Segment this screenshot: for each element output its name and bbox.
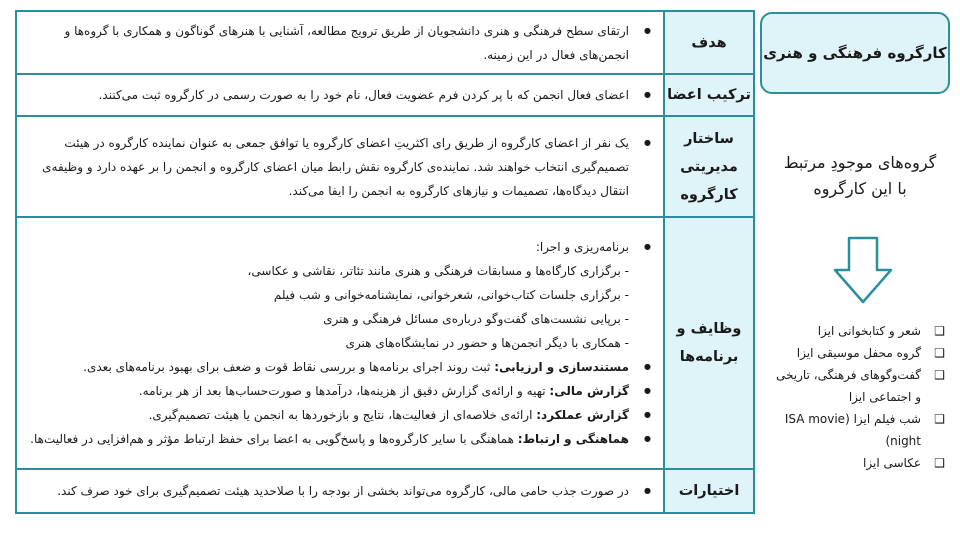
financial-report-text: تهیه و ارائه‌ی گزارش دقیق از هزینه‌ها، درآمدها و صورت‌حساب‌ها بعد از هر برنامه.: [138, 384, 546, 398]
row-duties-label: وظایف و برنامه‌ها: [664, 217, 754, 469]
financial-report-title: گزارش مالی:: [549, 384, 629, 398]
authority-text: ● در صورت جذب حامی مالی، کارگروه می‌تواند بخشی از بودجه را با صلاحدید هیئت تصمیم‌گیری برای خود صرف کند.: [27, 479, 629, 503]
members-text: ● اعضای فعال انجمن که با پر کردن فرم عضویت فعال، نام خود را به صورت رسمی در کارگروه ثبت می‌کنند.: [27, 83, 629, 107]
row-authority-label: اختیارات: [664, 469, 754, 513]
goal-text: ● ارتقای سطح فرهنگی و هنری دانشجویان از طریق ترویج مطالعه، آشنایی با هنرهای گوناگون و همکاری با گروه‌ها و انجمن‌های فعال در این زمینه.: [27, 19, 629, 67]
group-item-dialogues: ❑ گفت‌وگوهای فرهنگی، تاریخی و اجتماعی ایزا: [775, 364, 921, 408]
row-authority: [16, 469, 754, 513]
row-management-label: ساختار مدیریتی کارگروه: [664, 116, 754, 217]
down-arrow-icon: [832, 236, 894, 304]
coordination-text: هماهنگی با سایر کارگروه‌ها و پاسخ‌گویی به اعضا برای حفظ ارتباط مؤثر و هم‌افزایی در فعالیت‌ها.: [30, 432, 514, 446]
group-item-poetry: ❑ شعر و کتابخوانی ایزا: [775, 320, 921, 342]
performance-report-text: ارائه‌ی خلاصه‌ای از فعالیت‌ها، نتایج و بازخوردها به انجمن یا هیئت تصمیم‌گیری.: [148, 408, 533, 422]
documentation-text: ثبت روند اجرای برنامه‌ها و بررسی نقاط قوت و ضعف برای بهبود برنامه‌های بعدی.: [83, 360, 491, 374]
group-item-music: ❑ گروه محفل موسیقی ایزا: [775, 342, 921, 364]
planning-item: - برگزاری جلسات کتاب‌خوانی، شعرخوانی، نمایشنامه‌خوانی و شب فیلم: [273, 288, 629, 302]
row-members: [16, 74, 754, 116]
row-goal-content: [16, 11, 664, 74]
row-duties: [16, 217, 754, 469]
planning-item: - برپایی نشست‌های گفت‌وگو درباره‌ی مسائل فرهنگی و هنری: [323, 312, 629, 326]
related-groups-list: [775, 320, 945, 474]
duty-coordination: [27, 427, 629, 451]
row-members-label: ترکیب اعضا: [664, 74, 754, 116]
performance-report-title: گزارش عملکرد:: [536, 408, 629, 422]
planning-item: - برگزاری کارگاه‌ها و مسابقات فرهنگی و هنری مانند تئاتر، نقاشی و عکاسی،: [247, 264, 629, 278]
row-goal-label: هدف: [664, 11, 754, 74]
group-item-photography: ❑ عکاسی ایزا: [775, 452, 921, 474]
related-groups-heading: گروه‌های موجودِ مرتبط با این کارگروه: [783, 153, 937, 198]
workgroup-title: کارگروه فرهنگی و هنری: [763, 44, 947, 62]
row-members-content: [16, 74, 664, 116]
coordination-title: هماهنگی و ارتباط:: [517, 432, 629, 446]
row-authority-content: [16, 469, 664, 513]
planning-title: برنامه‌ریزی و اجرا:: [535, 240, 629, 254]
duty-planning: [27, 235, 629, 355]
row-goal: [16, 11, 754, 74]
duty-documentation: [27, 355, 629, 379]
workgroup-title-box: [760, 12, 950, 94]
group-item-movie-night: ❑ شب فیلم ایزا (ISA movie night): [775, 408, 921, 452]
row-management-content: [16, 116, 664, 217]
duty-performance-report: [27, 403, 629, 427]
row-management: [16, 116, 754, 217]
planning-item: - همکاری با دیگر انجمن‌ها و حضور در نمایشگاه‌های هنری: [345, 336, 629, 350]
workgroup-table: [15, 10, 755, 514]
documentation-title: مستندسازی و ارزیابی:: [494, 360, 629, 374]
management-text: ● یک نفر از اعضای کارگروه از طریق رای اکثریتِ اعضای کارگروه یا توافق جمعی به عنوان نماینده کارگروه در هیئت تصمیم‌گیری انتخاب خواهند شد. نماینده‌ی کارگروه نقش رابط میان اعضای کارگروه و انجمن را بر عهده دارد و وظیفه‌ی انتقال دیدگاه‌ها، تصمیمات و نیازهای کارگروه به انجمن را ایفا می‌کند.: [27, 131, 629, 203]
row-duties-content: [16, 217, 664, 469]
duty-financial-report: [27, 379, 629, 403]
